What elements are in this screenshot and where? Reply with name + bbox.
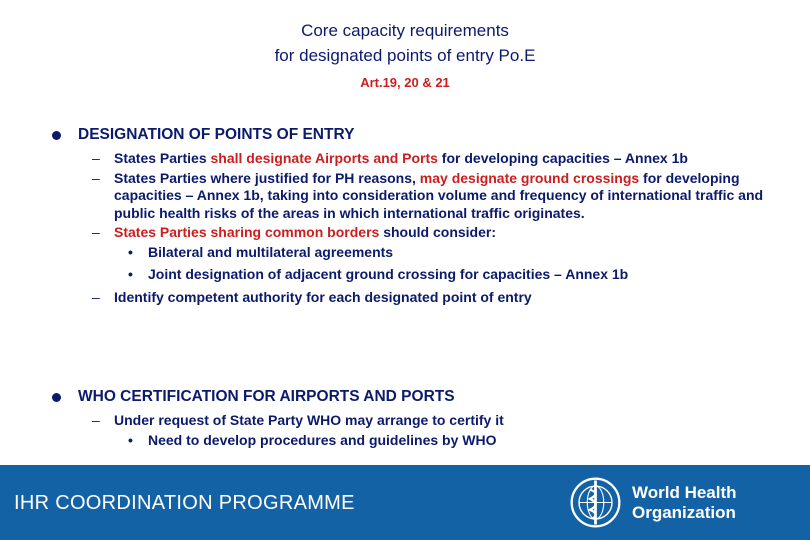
bullet-icon — [52, 131, 61, 140]
title-line-2: for designated points of entry Po.E — [274, 46, 536, 65]
item-highlight: States Parties sharing common borders — [114, 224, 380, 240]
sub-item-text: Joint designation of adjacent ground crossing for capacities – Annex 1b — [148, 266, 629, 282]
dash-icon: – — [92, 224, 100, 240]
slide-content — [48, 126, 778, 448]
designation-list — [48, 150, 778, 306]
dash-icon: – — [92, 412, 100, 428]
sub-list — [114, 244, 778, 284]
dash-icon: – — [92, 169, 100, 186]
dash-icon: – — [92, 150, 100, 166]
list-item — [92, 412, 778, 449]
item-highlight: shall designate Airports and Ports — [210, 150, 438, 166]
item-text: States Parties where justified for PH reasons, — [114, 169, 420, 186]
org-name-line-2: Organization — [632, 503, 736, 522]
item-text: Under request of State Party WHO may arrange to certify it — [114, 412, 504, 428]
section-heading-text: WHO CERTIFICATION FOR AIRPORTS AND PORTS — [78, 388, 455, 405]
item-text: Identify competent authority for each designated point of entry — [114, 288, 532, 305]
org-name-line-1: World Health — [632, 483, 737, 502]
item-highlight: may designate ground crossings — [419, 169, 640, 186]
section-heading-certification — [48, 388, 778, 406]
section-certification — [48, 388, 778, 454]
item-text: for developing capacities – Annex 1b — [437, 150, 688, 166]
item-text: for developing capacities – Annex 1b, taking into consideration volume and frequency of international traffic and public health risks of the areas in which international traffic originates. — [114, 169, 764, 221]
section-heading-designation — [48, 126, 778, 144]
item-text: States Parties — [114, 150, 211, 166]
page-subtitle: Art.19, 20 & 21 — [360, 75, 450, 90]
bullet-icon: • — [128, 431, 133, 448]
list-item — [92, 150, 778, 168]
list-item — [92, 169, 778, 223]
section-heading-text: DESIGNATION OF POINTS OF ENTRY — [78, 126, 355, 143]
list-item — [92, 224, 778, 284]
who-logo — [568, 475, 798, 530]
bullet-icon: • — [128, 266, 133, 282]
bullet-icon — [52, 393, 61, 402]
sub-item-text: Bilateral and multilateral agreements — [148, 243, 394, 260]
page-title — [0, 18, 810, 68]
bullet-icon: • — [128, 243, 133, 260]
item-text: should consider: — [379, 224, 496, 240]
title-line-1: Core capacity requirements — [301, 21, 509, 40]
organization-name — [632, 483, 737, 523]
footer-bar — [0, 465, 810, 540]
sub-list-item — [128, 266, 778, 284]
sub-item-text: Need to develop procedures and guidelines by WHO — [148, 431, 497, 448]
list-item — [92, 288, 778, 307]
sub-list-item — [128, 243, 778, 262]
who-emblem-icon — [568, 475, 623, 530]
sub-list-item — [128, 431, 778, 450]
certification-list — [48, 412, 778, 449]
sub-list — [114, 432, 778, 450]
programme-name: IHR COORDINATION PROGRAMME — [14, 492, 355, 514]
dash-icon: – — [92, 288, 100, 305]
